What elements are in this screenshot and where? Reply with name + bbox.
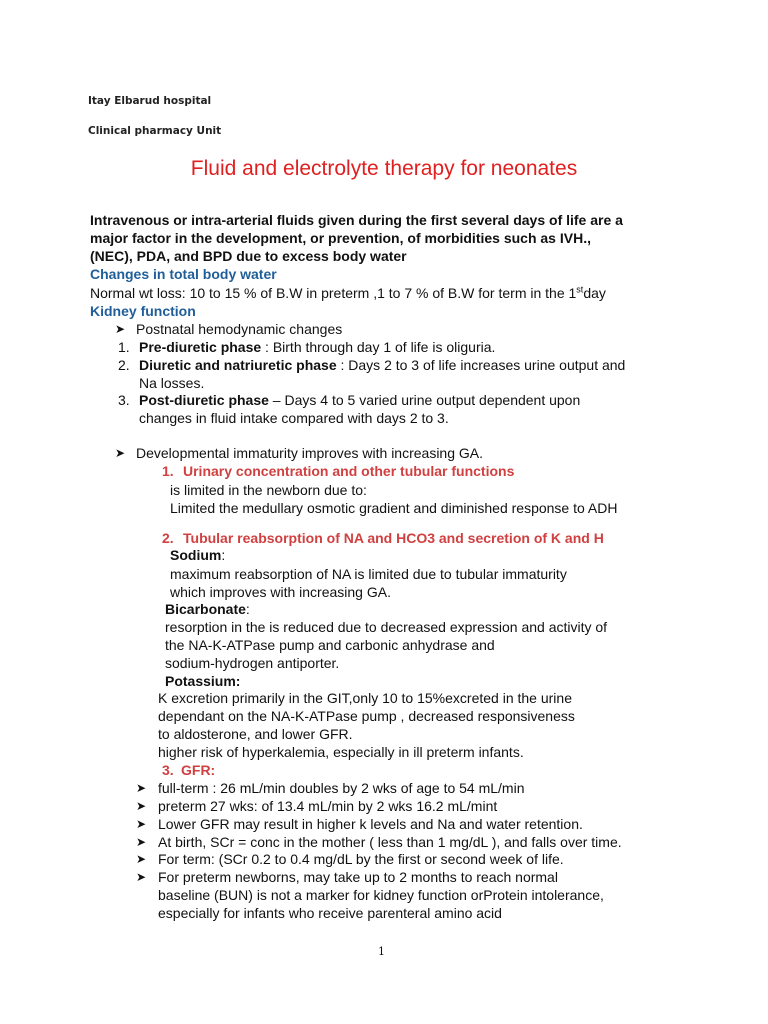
tbw-line-main: Normal wt loss: 10 to 15 % of B.W in preterm ,1 to 7 % of B.W for term in the 1: [90, 285, 577, 301]
gfr-bullet-2: preterm 27 wks: of 13.4 mL/min by 2 wks 16.2 mL/mint: [158, 798, 498, 814]
bullet-immaturity: Developmental immaturity improves with increasing GA.: [136, 445, 484, 461]
sub3-heading: GFR:: [181, 762, 216, 778]
gfr-cont-line-2: especially for infants who receive parenteral amino acid: [158, 905, 502, 921]
bicarbonate-label-text: Bicarbonate: [165, 601, 246, 617]
sub3-number: 3.: [162, 762, 174, 778]
potassium-line-2: dependant on the NA-K-ATPase pump , decreased responsiveness: [158, 708, 575, 724]
phase-3-number: 3.: [118, 392, 130, 408]
sub1-line-1: is limited in the newborn due to:: [170, 482, 367, 498]
arrow-bullet-icon: ➤: [136, 799, 147, 813]
intro-line-3: (NEC), PDA, and BPD due to excess body water: [90, 248, 407, 264]
gfr-bullet-1: full-term : 26 mL/min doubles by 2 wks of age to 54 mL/min: [158, 780, 525, 796]
section-heading-tbw: Changes in total body water: [90, 266, 277, 282]
potassium-label: Potassium:: [165, 673, 241, 689]
gfr-bullet-3: Lower GFR may result in higher k levels and Na and water retention.: [158, 816, 583, 832]
phase-2-number: 2.: [118, 357, 130, 373]
phase-3-text: – Days 4 to 5 varied urine output dependent upon: [268, 392, 581, 408]
potassium-line-1: K excretion primarily in the GIT,only 10 to 15%excreted in the urine: [158, 690, 572, 706]
potassium-line-4: higher risk of hyperkalemia, especially in ill preterm infants.: [158, 744, 524, 760]
bicarbonate-line-1: resorption in the is reduced due to decreased expression and activity of: [165, 619, 608, 635]
gfr-cont-line-1: baseline (BUN) is not a marker for kidney function orProtein intolerance,: [158, 887, 604, 903]
phase-3-continuation: changes in fluid intake compared with days 2 to 3.: [139, 410, 449, 426]
arrow-bullet-icon: ➤: [136, 852, 147, 866]
arrow-bullet-icon: ➤: [115, 322, 126, 336]
arrow-bullet-icon: ➤: [115, 446, 126, 460]
arrow-bullet-icon: ➤: [136, 817, 147, 831]
phase-1: [139, 339, 495, 356]
sub1-line-2: Limited the medullary osmotic gradient and diminished response to ADH: [170, 500, 618, 516]
phase-2-continuation: Na losses.: [139, 375, 205, 391]
page-title: Fluid and electrolyte therapy for neonates: [190, 157, 578, 180]
arrow-bullet-icon: ➤: [136, 870, 147, 884]
gfr-bullet-4: At birth, SCr = conc in the mother ( less than 1 mg/dL ), and falls over time.: [158, 834, 622, 850]
sodium-label-text: Sodium: [170, 547, 222, 563]
tbw-line: [90, 285, 606, 302]
phase-3: [139, 392, 580, 409]
page-number: 1: [378, 945, 385, 958]
potassium-line-3: to aldosterone, and lower GFR.: [158, 726, 353, 742]
arrow-bullet-icon: ➤: [136, 835, 147, 849]
sub1-heading: Urinary concentration and other tubular functions: [183, 463, 515, 479]
phase-2-label: Diuretic and natriuretic phase: [139, 357, 337, 373]
intro-line-1: Intravenous or intra-arterial fluids given during the first several days of life are a: [90, 212, 623, 228]
gfr-bullet-5: For term: (SCr 0.2 to 0.4 mg/dL by the first or second week of life.: [158, 851, 564, 867]
phase-1-label: Pre-diuretic phase: [139, 339, 262, 355]
bicarbonate-line-3: sodium-hydrogen antiporter.: [165, 655, 340, 671]
bicarbonate-line-2: the NA-K-ATPase pump and carbonic anhydrase and: [165, 637, 495, 653]
sub2-heading: Tubular reabsorption of NA and HCO3 and secretion of K and H: [183, 530, 604, 546]
bullet-hemodynamic: Postnatal hemodynamic changes: [136, 321, 343, 337]
sodium-label: [170, 547, 225, 564]
phase-2-text: : Days 2 to 3 of life increases urine output and: [336, 357, 626, 373]
phase-1-number: 1.: [118, 339, 130, 355]
phase-2: [139, 357, 625, 374]
sub1-number: 1.: [162, 463, 174, 479]
arrow-bullet-icon: ➤: [136, 781, 147, 795]
tbw-line-tail: day: [583, 285, 606, 301]
tbw-line-sup: st: [576, 284, 584, 295]
unit-name: Clinical pharmacy Unit: [88, 125, 222, 137]
sub2-number: 2.: [162, 530, 174, 546]
bicarbonate-label: [165, 601, 250, 618]
intro-line-2: major factor in the development, or prevention, of morbidities such as IVH.,: [90, 230, 591, 246]
phase-1-text: : Birth through day 1 of life is oliguria.: [261, 339, 496, 355]
hospital-name: Itay Elbarud hospital: [88, 95, 212, 107]
bicarbonate-label-colon: :: [245, 601, 250, 617]
sodium-label-colon: :: [221, 547, 226, 563]
phase-3-label: Post-diuretic phase: [139, 392, 269, 408]
sodium-line-2: which improves with increasing GA.: [170, 584, 391, 600]
sodium-line-1: maximum reabsorption of NA is limited due to tubular immaturity: [170, 566, 567, 582]
gfr-bullet-6: For preterm newborns, may take up to 2 months to reach normal: [158, 869, 558, 885]
section-heading-kidney: Kidney function: [90, 303, 196, 319]
